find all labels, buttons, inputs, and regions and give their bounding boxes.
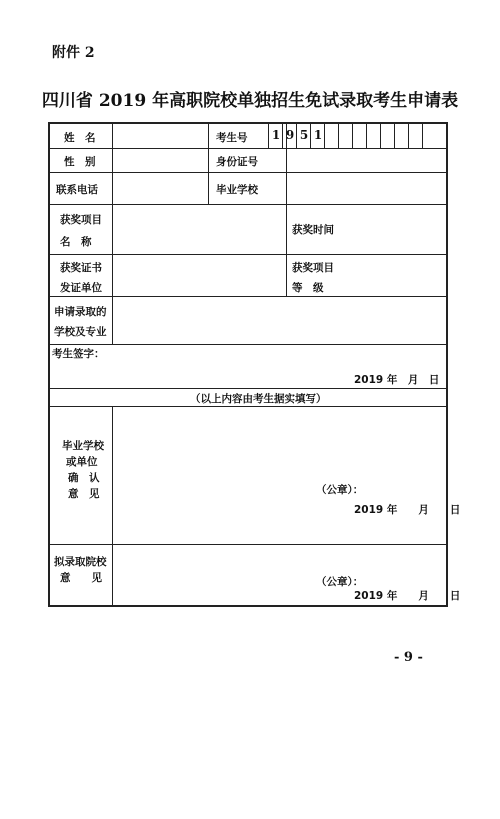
award-grade-label: 等 级 — [292, 282, 324, 294]
award-project-name-label: 名 称 — [60, 236, 92, 248]
college-date: 2019 年 月 日 — [354, 590, 461, 602]
award-project-label: 获奖项目 — [60, 214, 102, 226]
signature-label: 考生签字： — [52, 348, 105, 360]
name-label: 姓 名 — [64, 132, 96, 144]
exam-number-digit: 5 — [299, 128, 309, 142]
id-number-label: 身份证号 — [216, 156, 258, 168]
college-opinion-label: 意 见 — [60, 572, 102, 584]
graduated-school-label: 毕业学校 — [216, 184, 258, 196]
attachment-label: 附件 2 — [52, 45, 95, 61]
phone-label: 联系电话 — [56, 184, 98, 196]
exam-number-digit: 9 — [285, 128, 295, 142]
page-number: - 9 - — [394, 650, 423, 665]
application-form — [48, 122, 461, 607]
school-seal-label: （公章）： — [316, 484, 364, 496]
school-confirm-label: 或单位 — [66, 456, 98, 468]
certificate-label: 获奖证书 — [60, 262, 102, 274]
college-opinion-label: 拟录取院校 — [54, 556, 107, 568]
school-confirm-label: 确 认 — [68, 472, 100, 484]
form-title: 四川省 2019 年高职院校单独招生免试录取考生申请表 — [41, 91, 459, 111]
apply-school-label: 申请录取的 — [54, 306, 107, 318]
exam-number-digit: 1 — [271, 128, 281, 142]
fill-instruction: （以上内容由考生据实填写） — [190, 393, 327, 405]
issuing-unit-label: 发证单位 — [60, 282, 102, 294]
exam-number-digit: 1 — [313, 128, 323, 142]
college-seal-label: （公章）： — [316, 576, 364, 588]
apply-major-label: 学校及专业 — [54, 326, 107, 338]
school-date: 2019 年 月 日 — [354, 504, 461, 516]
school-confirm-label: 意 见 — [68, 488, 100, 500]
award-time-label: 获奖时间 — [292, 224, 334, 236]
signature-date: 2019 年 月 日 — [354, 374, 440, 386]
exam-number-label: 考生号 — [216, 132, 248, 144]
school-confirm-label: 毕业学校 — [62, 440, 104, 452]
gender-label: 性 别 — [64, 156, 96, 168]
award-level-label: 获奖项目 — [292, 262, 334, 274]
